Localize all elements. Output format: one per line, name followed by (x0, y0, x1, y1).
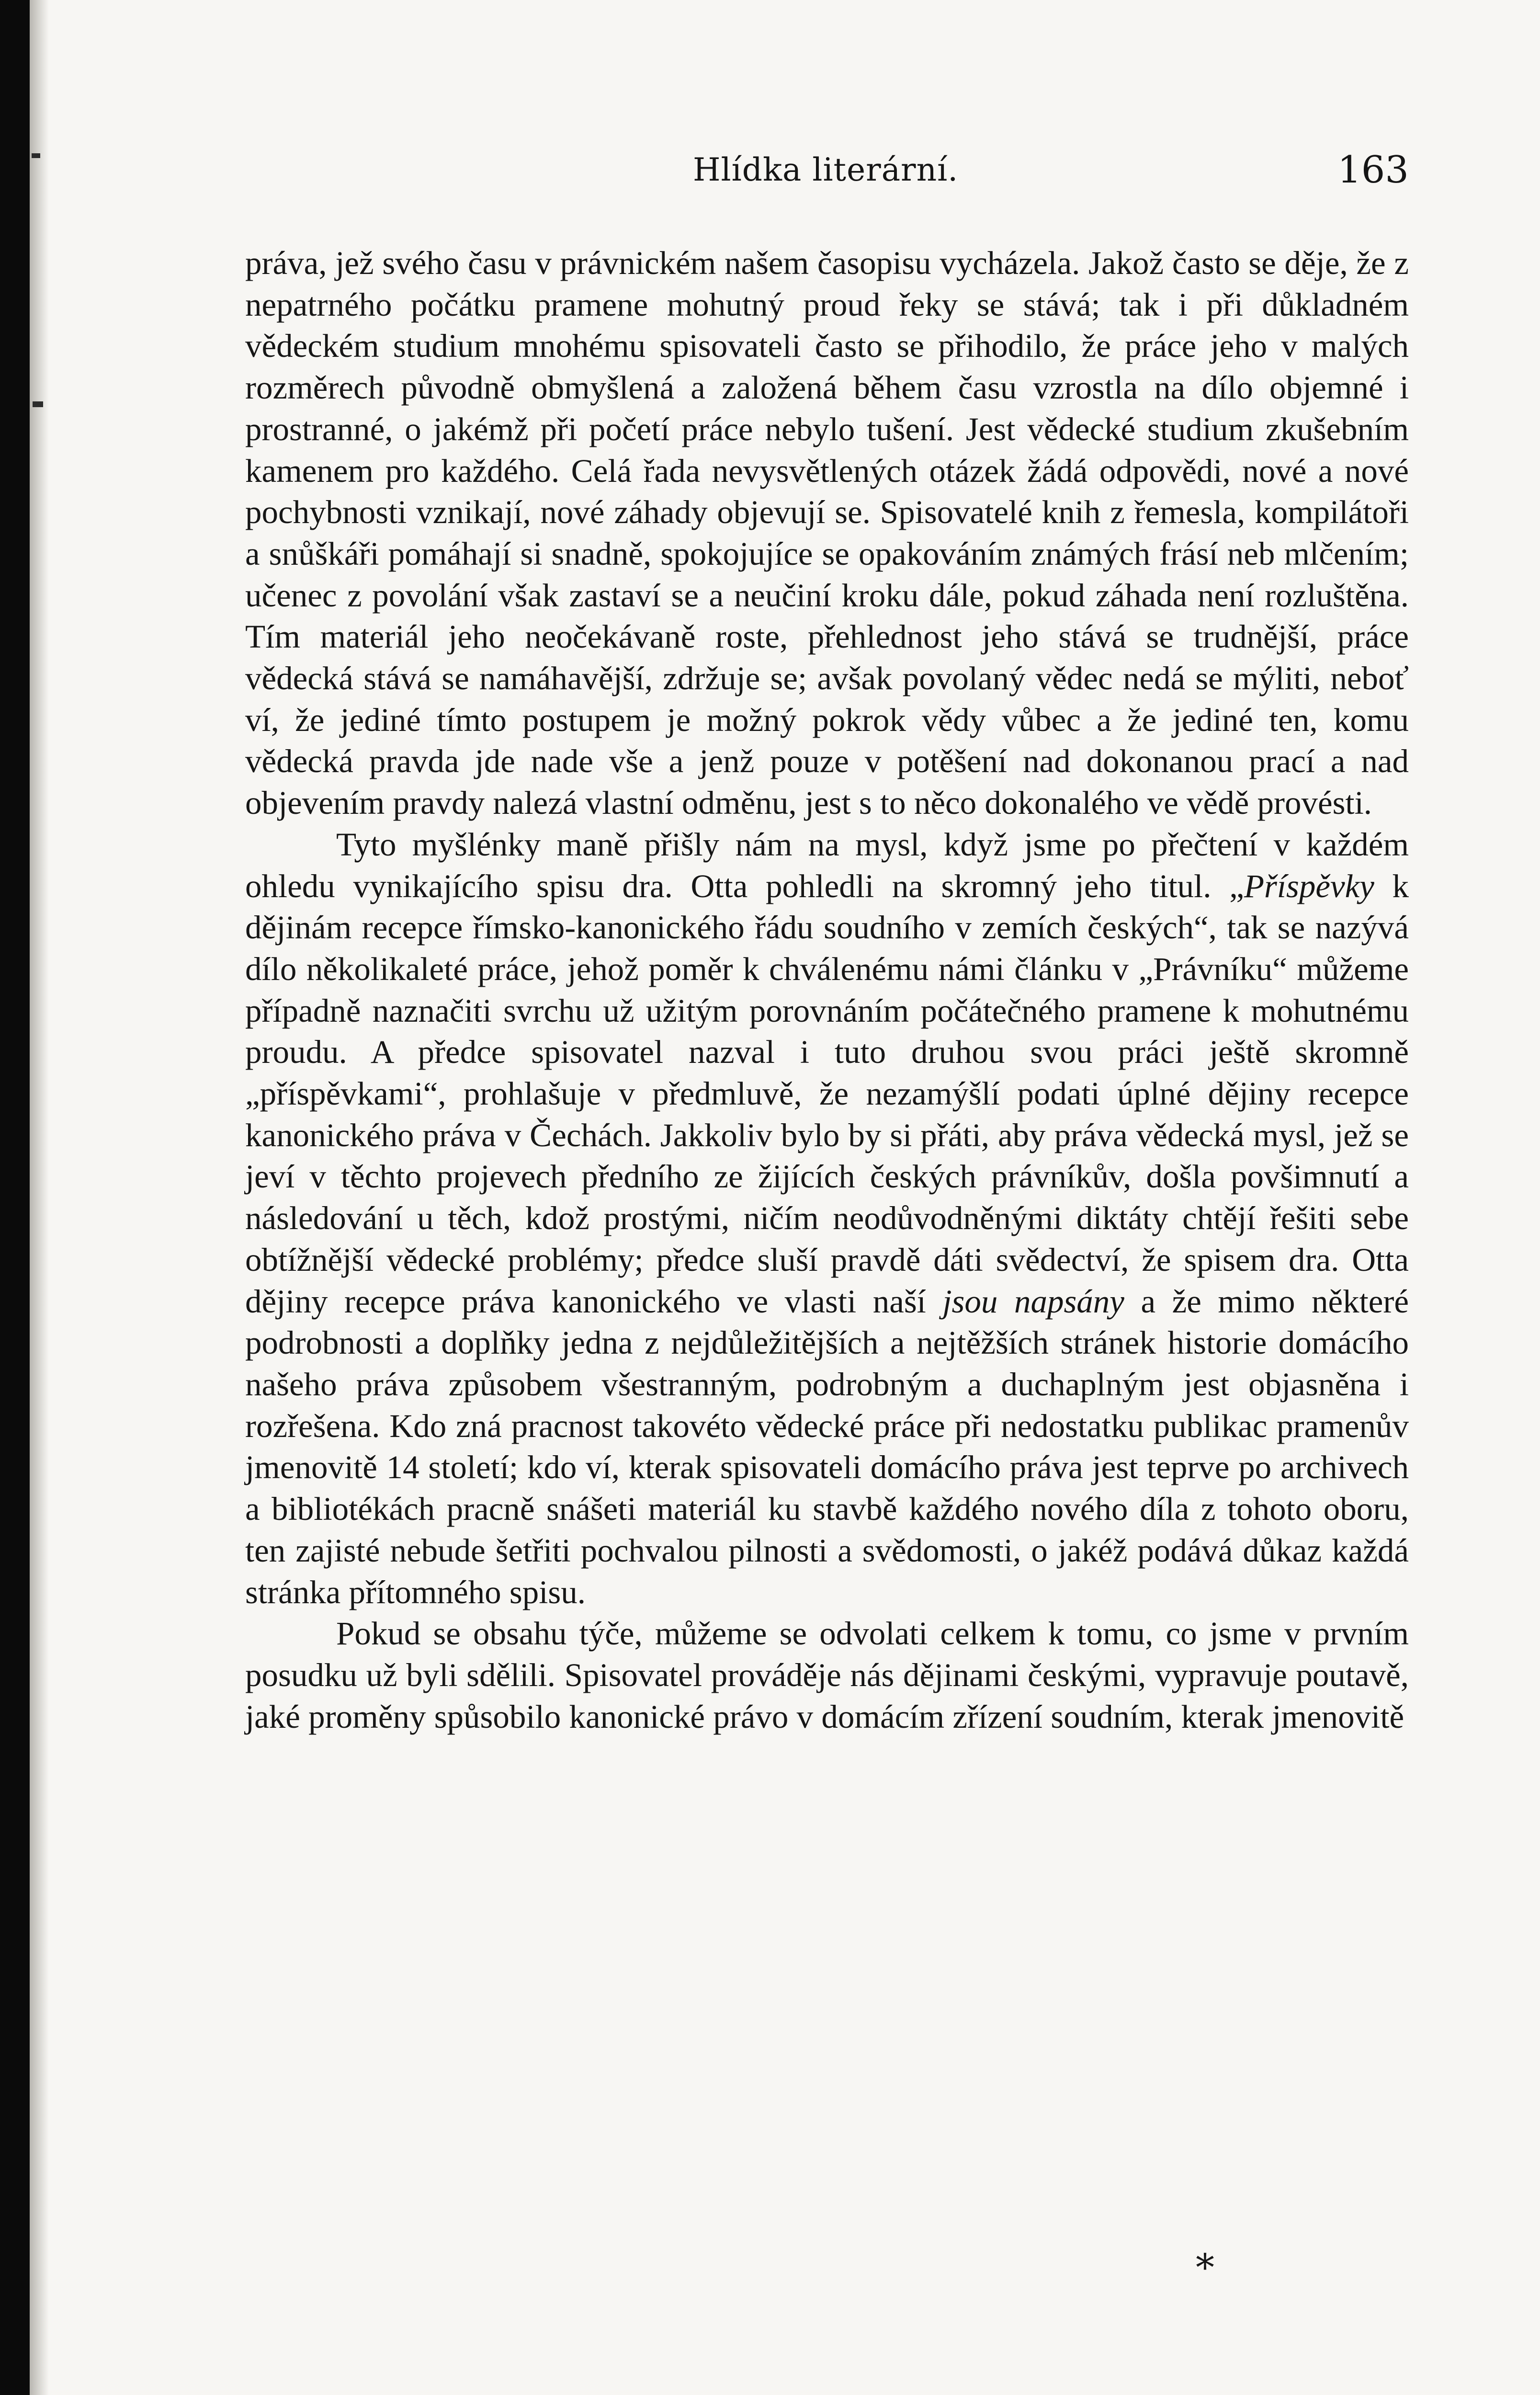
signature-mark: * (1196, 2247, 1214, 2290)
italic-text: Příspěvky (1244, 867, 1374, 904)
body-text (245, 242, 1409, 1737)
text-run: práva, jež svého času v právnickém našem časopisu vycházela. Jakož často se děje, že z nepatrného počátku pramene mohutný proud řeky se stává; tak i při důkladném vědeckém studium mnohému spisovateli často se přihodilo, že práce jeho v malých rozměrech původně obmyšlená a založená během času vzrostla na dílo objemné i prostranné, o jakémž při početí práce nebylo tušení. Jest vědecké studium zkušebním kamenem pro každého. Celá řada nevysvětlených otázek žádá odpovědi, nové a nové pochybnosti vznikají, nové záhady objevují se. Spisovatelé knih z řemesla, kompilátoři a snůškáři pomáhají si snadně, spokojujíce se opakováním známých frásí neb mlčením; učenec z povolání však zastaví se a neučiní kroku dále, pokud záhada není rozluštěna. Tím materiál jeho neočekávaně roste, přehlednost jeho stává se trudnější, práce vědecká stává se namáhavější, zdržuje se; avšak povolaný vědec nedá se mýliti, neboť ví, že jediné tímto postupem je možný pokrok vědy vůbec a že jediné ten, komu vědecká pravda jde nade vše a jenž pouze v potěšení nad dokonanou prací a nad objevením pravdy nalezá vlastní odměnu, jest s to něco dokonalého ve vědě provésti. (245, 245, 1409, 821)
page-edge-shadow (30, 0, 49, 2395)
text-run: a že mimo některé podrobnosti a doplňky jedna z nejdůležitějších a nejtěžších stránek historie domácího našeho práva způsobem všestranným, podrobným a duchaplným jest objasněna i rozřešena. Kdo zná pracnost takovéto vědecké práce při nedostatku publikac pramenův jmenovitě 14 století; kdo ví, kterak spisovateli domácího práva jest teprve po archivech a bibliotékách pracně snášeti materiál ku stavbě každého nového díla z tohoto oboru, ten zajisté nebude šetřiti pochvalou pilnosti a svědomosti, o jakéž podává důkaz každá stránka přítomného spisu. (245, 1283, 1409, 1610)
paragraph (245, 1613, 1409, 1737)
running-title: Hlídka literární. (693, 151, 959, 188)
running-header (221, 148, 1409, 201)
text-run: Tyto myšlénky maně přišly nám na mysl, když jsme po přečtení v každém ohledu vynikajícího spisu dra. Otta pohledli na skromný jeho titul. „ (245, 826, 1409, 904)
text-run: k dějinám recepce římsko-kanonického řádu soudního v zemích českých“, tak se nazývá dílo několikaleté práce, jehož poměr k chválenému námi článku v „Právníku“ můžeme případně naznačiti svrchu už užitým porovnáním počátečného pramene k mohutnému proudu. A předce spisovatel nazval i tuto druhou svou práci ještě skromně „příspěvkami“, prohlašuje v předmluvě, že nezamýšlí podati úplné dějiny recepce kanonického práva v Čechách. Jakkoliv bylo by si přáti, aby práva vědecká mysl, jež se jeví v těchto projevech předního ze žijících českých právníkův, došla povšimnutí a následování u těch, kdož prostými, ničím neodůvodněnými diktáty chtějí řešiti sebe obtížnější vědecké problémy; předce sluší pravdě dáti svědectví, že spisem dra. Otta dějiny recepce práva kanonického ve vlasti naší (245, 867, 1409, 1320)
scan-mark (32, 153, 40, 158)
book-page (30, 0, 1540, 2395)
text-run: Pokud se obsahu týče, můžeme se odvolati celkem k tomu, co jsme v prvním posudku už byli sdělili. Spisovatel prováděje nás dějinami českými, vypravuje poutavě, jaké proměny spůsobilo kanonické právo v domácím zřízení soudním, kterak jmenovitě (245, 1615, 1409, 1735)
scan-mark (33, 401, 43, 407)
paragraph (245, 824, 1409, 1613)
page-number: 163 (1337, 148, 1409, 192)
paragraph (245, 242, 1409, 824)
italic-text: jsou napsány (942, 1283, 1124, 1320)
